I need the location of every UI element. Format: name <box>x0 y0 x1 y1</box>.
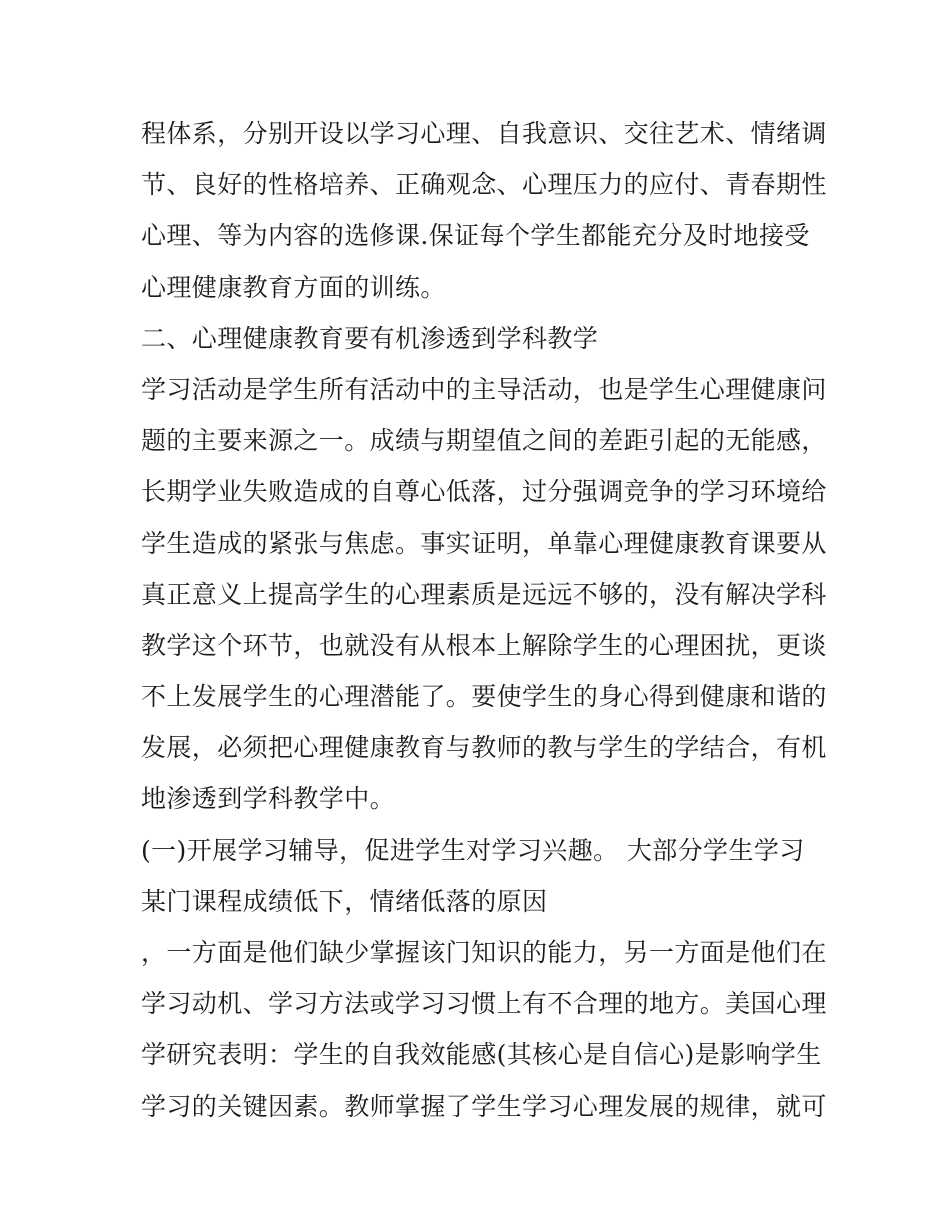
text-line: 程体系，分别开设以学习心理、自我意识、交往艺术、情绪调 <box>141 119 827 148</box>
text-line: 发展，必须把心理健康教育与教师的教与学生的学结合，有机 <box>141 733 827 763</box>
text-line: 不上发展学生的心理潜能了。要使学生的身心得到健康和谐的 <box>141 682 827 712</box>
text-line: 学生造成的紧张与焦虑。事实证明，单靠心理健康教育课要从 <box>141 528 827 558</box>
text-line: 学习活动是学生所有活动中的主导活动，也是学生心理健康问 <box>141 374 827 404</box>
body-text <box>141 108 827 1132</box>
text-line: 节、良好的性格培养、正确观念、心理压力的应付、青春期性 <box>141 170 827 200</box>
section-heading: 二、心理健康教育要有机渗透到学科教学 <box>141 323 599 353</box>
text-line: 某门课程成绩低下，情绪低落的原因 <box>141 886 548 916</box>
text-line: 心理、等为内容的选修课.保证每个学生都能充分及时地接受 <box>141 221 810 251</box>
text-line: 地渗透到学科教学中。 <box>141 784 396 814</box>
text-line: 真正意义上提高学生的心理素质是远远不够的，没有解决学科 <box>141 579 827 609</box>
text-line: 学习动机、学习方法或学习习惯上有不合理的地方。美国心理 <box>141 989 827 1019</box>
text-line: 学习的关键因素。教师掌握了学生学习心理发展的规律，就可 <box>141 1091 827 1121</box>
subsection-heading: (一)开展学习辅导，促进学生对学习兴趣。 大部分学生学习 <box>141 835 805 865</box>
text-line: 教学这个环节，也就没有从根本上解除学生的心理困扰，更谈 <box>141 630 827 660</box>
text-line: 长期学业失败造成的自尊心低落，过分强调竞争的学习环境给 <box>141 477 827 507</box>
text-line: 心理健康教育方面的训练。 <box>141 272 446 302</box>
text-line: ，一方面是他们缺少掌握该门知识的能力，另一方面是他们在 <box>141 938 827 967</box>
text-line: 题的主要来源之一。成绩与期望值之间的差距引起的无能感， <box>141 426 827 456</box>
text-line: 学研究表明：学生的自我效能感(其核心是自信心)是影响学生 <box>141 1040 822 1070</box>
